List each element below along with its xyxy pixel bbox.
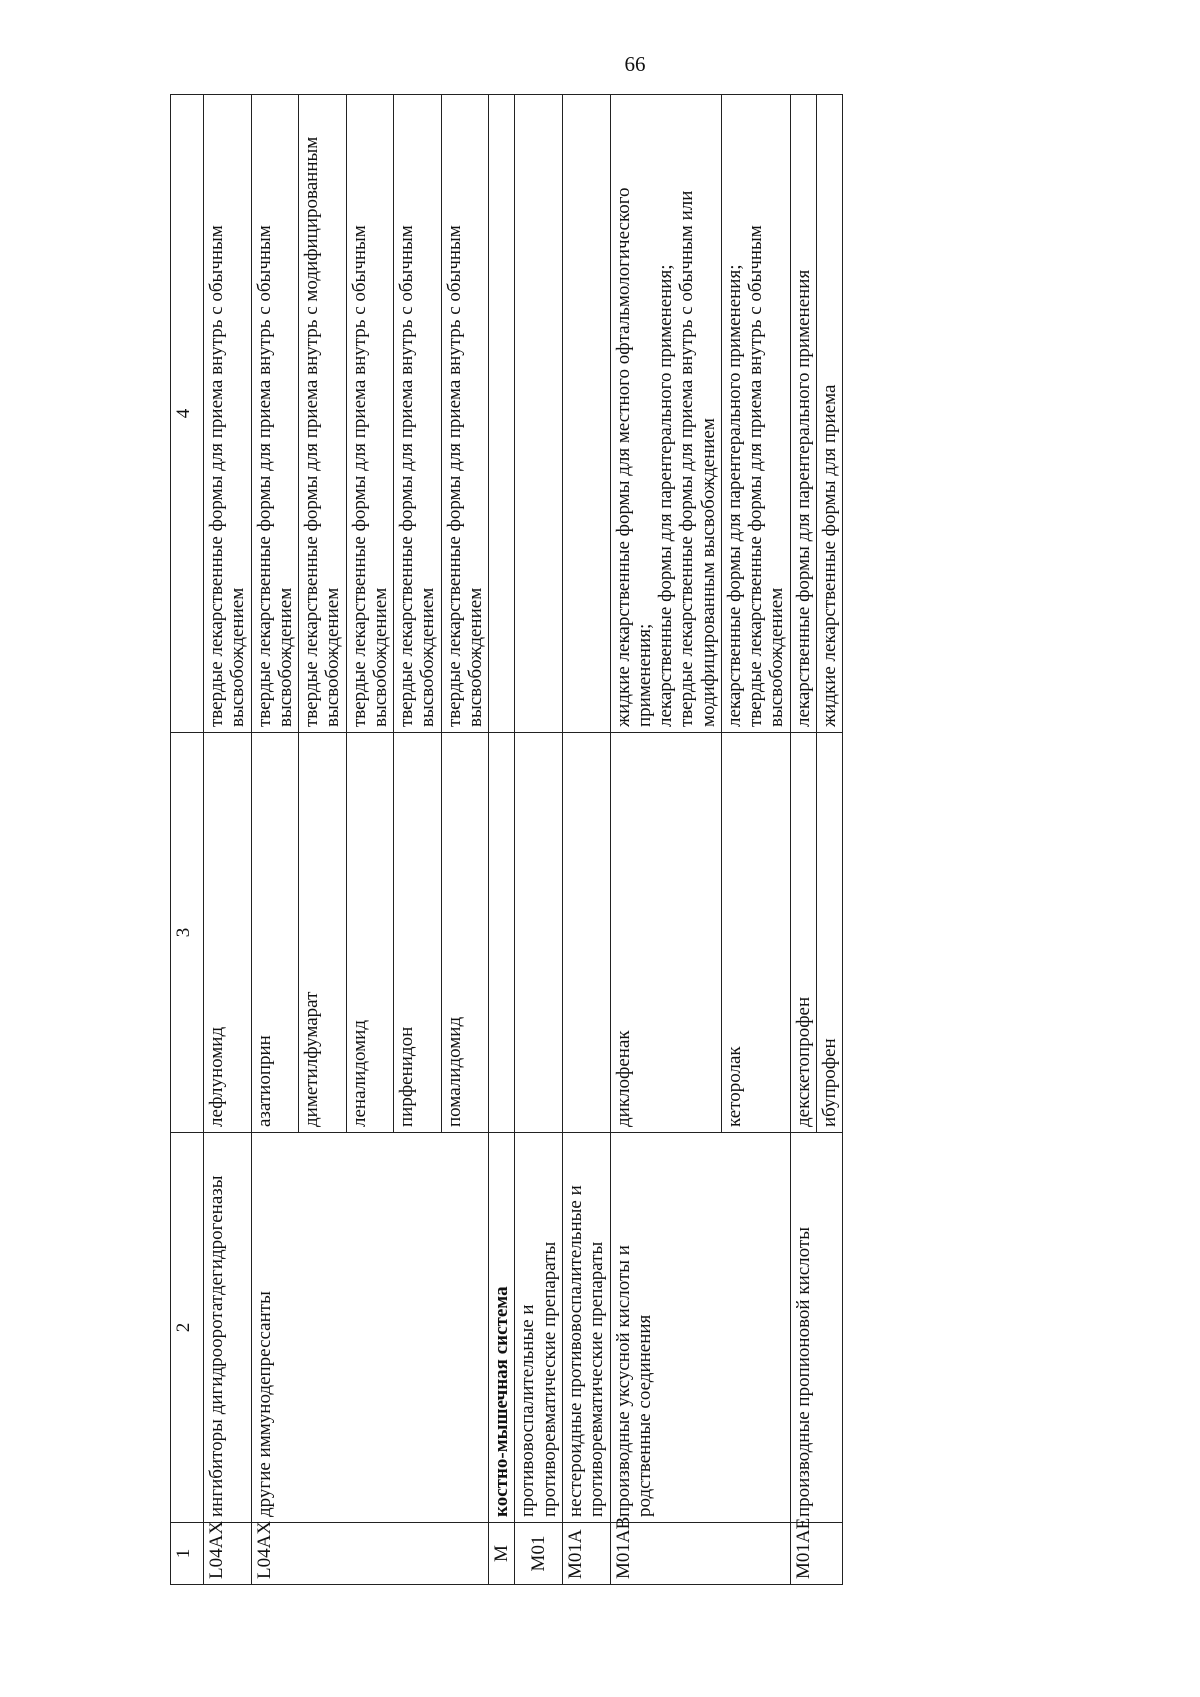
drug-name-cell: леналидомид: [346, 733, 394, 1133]
drug-name-cell: [562, 733, 610, 1133]
drug-name-cell: диметилфумарат: [299, 733, 347, 1133]
dosage-forms-cell: [299, 95, 347, 733]
table-body: [171, 95, 843, 1585]
drug-name-cell: [515, 733, 563, 1133]
dosage-form-text: твердые лекарственные формы для приема внутрь с обычным высвобождением: [206, 225, 249, 727]
drug-name-cell: [489, 733, 515, 1133]
dosage-form-text: лекарственные формы для парентерального применения;: [655, 264, 677, 727]
dosage-forms-cell: [562, 95, 610, 733]
atc-code-cell: M01: [515, 1523, 563, 1585]
dosage-form-text: твердые лекарственные формы для приема внутрь с обычным высвобождением: [396, 225, 439, 727]
dosage-form-text: твердые лекарственные формы для приема внутрь с модифицированным высвобождением: [301, 136, 344, 727]
column-header-4: 4: [171, 95, 204, 733]
dosage-forms-cell: [441, 95, 489, 733]
drug-name-cell: диклофенак: [610, 733, 721, 1133]
table-row: [790, 95, 816, 1585]
atc-code-cell: L04AX: [204, 1523, 252, 1585]
dosage-forms-cell: [790, 95, 816, 733]
drug-name-cell: декскетопрофен: [790, 733, 816, 1133]
anatomical-group-cell: нестероидные противовоспалительные и противоревматические препараты: [562, 1133, 610, 1523]
drug-name-cell: азатиоприн: [251, 733, 299, 1133]
dosage-forms-cell: [610, 95, 721, 733]
table-row: [489, 95, 515, 1585]
dosage-form-text: лекарственные формы для парентерального применения: [792, 269, 814, 727]
drug-name-cell: пирфенидон: [394, 733, 442, 1133]
dosage-form-text: жидкие лекарственные формы для приема: [818, 384, 840, 727]
anatomical-group-cell: костно-мышечная система: [489, 1133, 515, 1523]
anatomical-group-cell: противовоспалительные и противоревматические препараты: [515, 1133, 563, 1523]
medication-table: [170, 94, 843, 1585]
drug-name-cell: кеторолак: [721, 733, 790, 1133]
column-header-3: 3: [171, 733, 204, 1133]
dosage-form-text: твердые лекарственные формы для приема внутрь с обычным или модифицированным высвобождением: [676, 190, 719, 727]
column-header-1: 1: [171, 1523, 204, 1585]
rotated-page-content: [170, 95, 1125, 1585]
anatomical-group-cell: ингибиторы дигидрооротатдегидрогеназы: [204, 1133, 252, 1523]
dosage-form-text: твердые лекарственные формы для приема внутрь с обычным высвобождением: [443, 225, 486, 727]
dosage-form-text: твердые лекарственные формы для приема внутрь с обычным высвобождением: [348, 225, 391, 727]
dosage-form-text: твердые лекарственные формы для приема внутрь с обычным высвобождением: [253, 225, 296, 727]
table-row: [610, 95, 721, 1585]
atc-code-cell: L04AX: [251, 1523, 489, 1585]
dosage-forms-cell: [204, 95, 252, 733]
dosage-forms-cell: [251, 95, 299, 733]
atc-code-cell: M01AB: [610, 1523, 790, 1585]
drug-name-cell: лефлуномид: [204, 733, 252, 1133]
dosage-form-text: твердые лекарственные формы для приема внутрь с обычным высвобождением: [745, 225, 788, 727]
page-number: 66: [624, 52, 646, 76]
dosage-forms-cell: [489, 95, 515, 733]
drug-name-cell: ибупрофен: [816, 733, 842, 1133]
atc-code-cell: M01AE: [790, 1523, 843, 1585]
dosage-form-text: жидкие лекарственные формы для местного офтальмологического применения;: [612, 187, 655, 727]
anatomical-group-cell: производные пропионовой кислоты: [790, 1133, 843, 1523]
atc-code-cell: M01A: [562, 1523, 610, 1585]
table-row: [204, 95, 252, 1585]
table-header-row: [171, 95, 204, 1585]
drug-name-cell: помалидомид: [441, 733, 489, 1133]
dosage-forms-cell: [721, 95, 790, 733]
table-row: [251, 95, 299, 1585]
table-row: [515, 95, 563, 1585]
atc-code-cell: M: [489, 1523, 515, 1585]
anatomical-group-cell: другие иммунодепрессанты: [251, 1133, 489, 1523]
anatomical-group-cell: производные уксусной кислоты и родственные соединения: [610, 1133, 790, 1523]
dosage-forms-cell: [515, 95, 563, 733]
table-row: [562, 95, 610, 1585]
dosage-forms-cell: [394, 95, 442, 733]
column-header-2: 2: [171, 1133, 204, 1523]
dosage-form-text: лекарственные формы для парентерального применения;: [723, 264, 745, 727]
dosage-forms-cell: [816, 95, 842, 733]
dosage-forms-cell: [346, 95, 394, 733]
